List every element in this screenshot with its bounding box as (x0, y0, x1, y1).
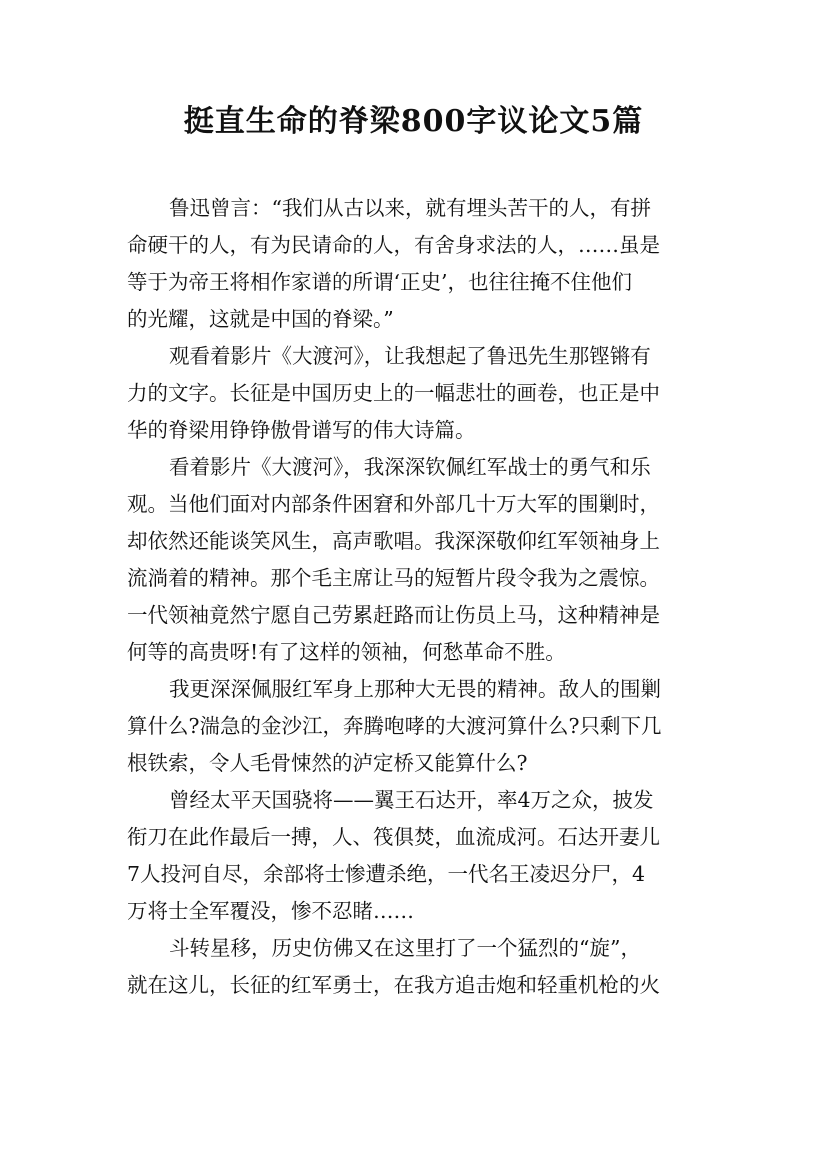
text-line: 却依然还能谈笑风生，高声歌唱。我深深敬仰红军领袖身上 (127, 529, 660, 553)
text-line: 我更深深佩服红军身上那种大无畏的精神。敌人的围剿 (169, 677, 661, 701)
text-line: 斗转星移，历史仿佛又在这里打了一个猛烈的“旋”， (169, 936, 641, 960)
text-line: 何等的高贵呀!有了这样的领袖，何愁革命不胜。 (127, 640, 566, 664)
text-line: 观看着影片《大渡河》，让我想起了鲁迅先生那铿锵有 (169, 344, 651, 368)
text-line: 衔刀在此作最后一搏，人、筏俱焚，血流成河。石达开妻儿 (127, 825, 660, 849)
text-line: 根铁索，令人毛骨悚然的泸定桥又能算什么? (127, 751, 528, 775)
text-line: 的光耀，这就是中国的脊梁。” (127, 307, 394, 331)
text-line: 观。当他们面对内部条件困窘和外部几十万大军的围剿时， (127, 492, 660, 516)
text-line: 命硬干的人，有为民请命的人，有舍身求法的人，……虽是 (127, 233, 660, 257)
text-line: 算什么?湍急的金沙江，奔腾咆哮的大渡河算什么?只剩下几 (127, 714, 662, 738)
document-body (127, 190, 717, 1004)
text-line: 等于为帝王将相作家谱的所谓‘正史’，也往往掩不住他们 (127, 270, 633, 294)
text-line: 万将士全军覆没，惨不忍睹…… (127, 899, 414, 923)
text-line: 曾经太平天国骁将——翼王石达开，率4万之众，披发 (169, 788, 654, 812)
text-line: 鲁迅曾言：“我们从古以来，就有埋头苦干的人，有拼 (169, 196, 651, 220)
text-line: 华的脊梁用铮铮傲骨谱写的伟大诗篇。 (127, 418, 476, 442)
text-line: 就在这儿，长征的红军勇士，在我方追击炮和轻重机枪的火 (127, 973, 660, 997)
text-line: 力的文字。长征是中国历史上的一幅悲壮的画卷，也正是中 (127, 381, 660, 405)
text-line: 一代领袖竟然宁愿自己劳累赶路而让伤员上马，这种精神是 (127, 603, 660, 627)
text-line: 看着影片《大渡河》，我深深钦佩红军战士的勇气和乐 (169, 455, 651, 479)
text-line: 流淌着的精神。那个毛主席让马的短暂片段令我为之震惊。 (127, 566, 660, 590)
document-title: 挺直生命的脊梁800字议论文5篇 (183, 104, 644, 139)
text-line: 7人投河自尽，余部将士惨遭杀绝，一代名王凌迟分尸，4 (127, 862, 646, 886)
